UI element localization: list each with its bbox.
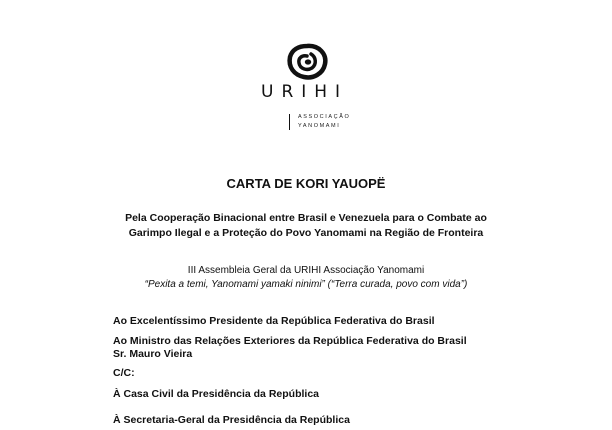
motto-translation: (“Terra curada, povo com vida”) — [327, 279, 468, 290]
logo-divider — [289, 114, 290, 130]
addressee-secretaria-geral: À Secretaria-Geral da Presidência da República — [113, 414, 350, 426]
assembly-block — [0, 264, 612, 292]
yanomami-label: YANOMAMI — [298, 123, 341, 129]
motto-line — [0, 278, 612, 292]
spiral-icon — [285, 42, 329, 82]
addressee-casa-civil: À Casa Civil da Presidência da República — [113, 388, 319, 400]
logo-wordmark: URIHI — [261, 82, 349, 102]
document-subtitle — [0, 211, 612, 241]
motto-italic: “Pexita a temi, Yanomami yamaki ninimi” — [144, 279, 325, 290]
addressee-minister — [113, 335, 467, 361]
letterhead — [0, 0, 612, 140]
subtitle-line: Garimpo Ilegal e a Proteção do Povo Yanomami na Região de Fronteira — [128, 227, 484, 239]
addressee-president: Ao Excelentíssimo Presidente da República Federativa do Brasil — [113, 315, 435, 327]
assembly-line: III Assembleia Geral da URIHI Associação Yanomami — [187, 265, 425, 276]
subtitle-line: Pela Cooperação Binacional entre Brasil e Venezuela para o Combate ao — [125, 212, 487, 224]
association-label: ASSOCIAÇÃO — [298, 114, 351, 120]
addressee-minister-title: Ao Ministro das Relações Exteriores da República Federativa do Brasil — [113, 335, 467, 347]
addressee-minister-name: Sr. Mauro Vieira — [113, 348, 193, 360]
cc-label: C/C: — [113, 367, 135, 379]
document-title: CARTA DE KORI YAUOPË — [226, 176, 386, 191]
